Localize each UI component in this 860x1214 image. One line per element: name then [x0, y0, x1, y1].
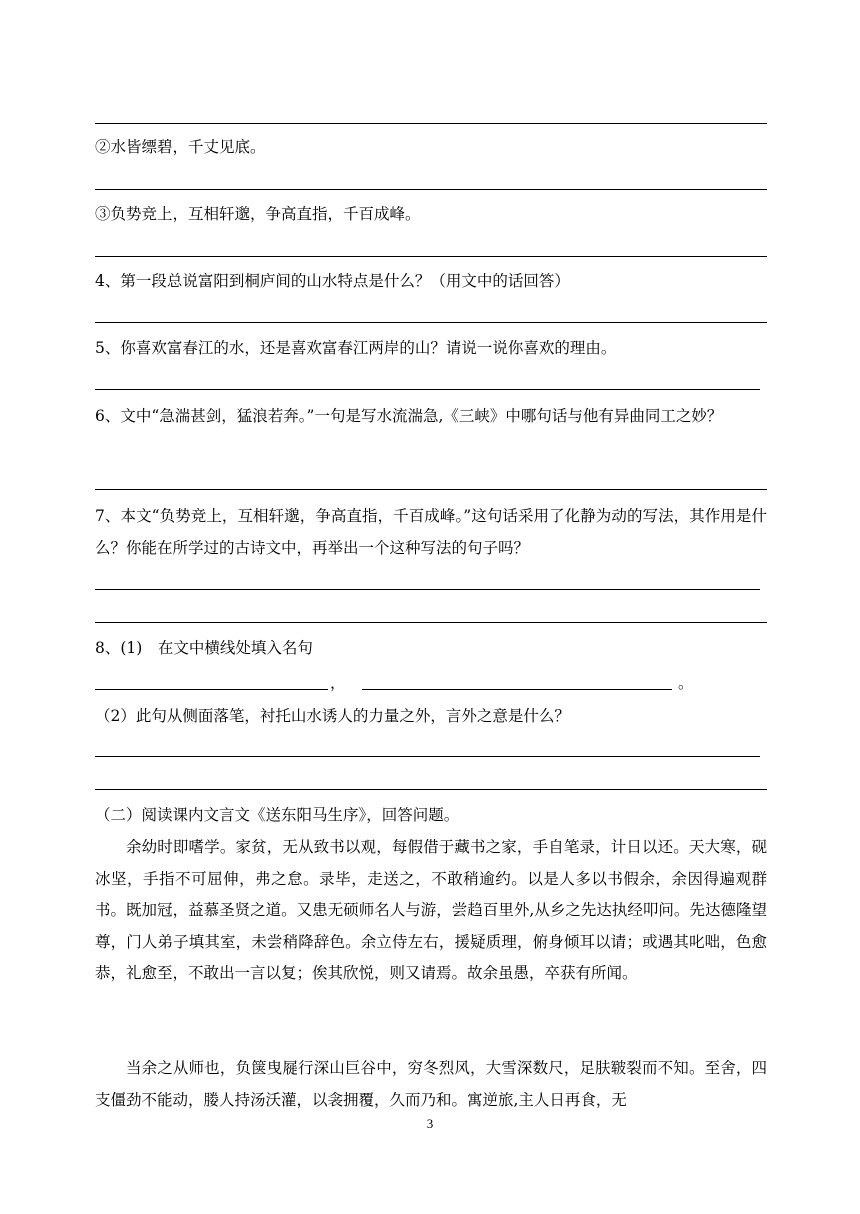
section-heading: （二）阅读课内文言文《送东阳马生序》，回答问题。: [95, 806, 460, 824]
page-number: 3: [426, 1116, 434, 1131]
item-2: ②水皆缥碧，千丈见底。: [95, 138, 266, 156]
answer-line: [95, 256, 767, 257]
item-3: ③负势竞上，互相轩邈，争高直指，千百成峰。: [95, 205, 421, 223]
fill-blank-period: 。: [678, 674, 694, 692]
answer-line: [95, 389, 760, 390]
passage-paragraph-2: 当余之从师也，负箧曳屣行深山巨谷中，穷冬烈风，大雪深数尺，足肤皲裂而不知。至舍，四支僵劲不能动，媵人持汤沃灌，以衾拥覆，久而乃和。寓逆旅,主人日再食，无: [95, 1059, 767, 1109]
question-4: 4、第一段总说富阳到桐庐间的山水特点是什么？（用文中的话回答）: [95, 272, 570, 290]
answer-line: [95, 189, 767, 190]
question-5: 5、你喜欢富春江的水，还是喜欢富春江两岸的山？请说一说你喜欢的理由。: [95, 339, 617, 357]
question-6: 6、文中“急湍甚剑，猛浪若奔。”一句是写水流湍急,《三峡》中哪句话与他有异曲同工之妙？: [95, 407, 723, 425]
answer-line: [95, 322, 767, 323]
passage-paragraph-1: 余幼时即嗜学。家贫，无从致书以观，每假借于藏书之家，手自笔录，计日以还。天大寒，砚冰坚，手指不可屈伸，弗之怠。录毕，走送之，不敢稍逾约。以是人多以书假余，余因得遍观群书。既加冠，益慕圣贤之道。又患无硕师名人与游，尝趋百里外,从乡之先达执经叩问。先达德隆望尊，门人弟子填其室，未尝稍降辞色。余立侍左右，援疑质理，俯身倾耳以请；或遇其叱咄，色愈恭，礼愈至，不敢出一言以复；俟其欣悦，则又请焉。故余虽愚，卒获有所闻。: [95, 838, 767, 982]
answer-line: [95, 123, 767, 124]
answer-line: [95, 489, 767, 490]
question-7: 7、本文“负势竞上，互相轩邈，争高直指，千百成峰。”这句话采用了化静为动的写法，其作用是什么？你能在所学过的古诗文中，再举出一个这种写法的句子吗？: [95, 507, 767, 557]
question-8-part-2: （2）此句从侧面落笔，衬托山水诱人的力量之外，言外之意是什么？: [95, 707, 570, 725]
answer-line: [95, 789, 767, 790]
answer-line: [95, 756, 760, 757]
question-8-part-1: 8、(1) 在文中横线处填入名句: [95, 639, 313, 657]
fill-blank-comma: ，: [330, 674, 346, 692]
answer-line: [95, 589, 760, 590]
answer-line: [95, 622, 767, 623]
fill-blank-line: [95, 689, 328, 690]
fill-blank-line: [362, 689, 672, 690]
